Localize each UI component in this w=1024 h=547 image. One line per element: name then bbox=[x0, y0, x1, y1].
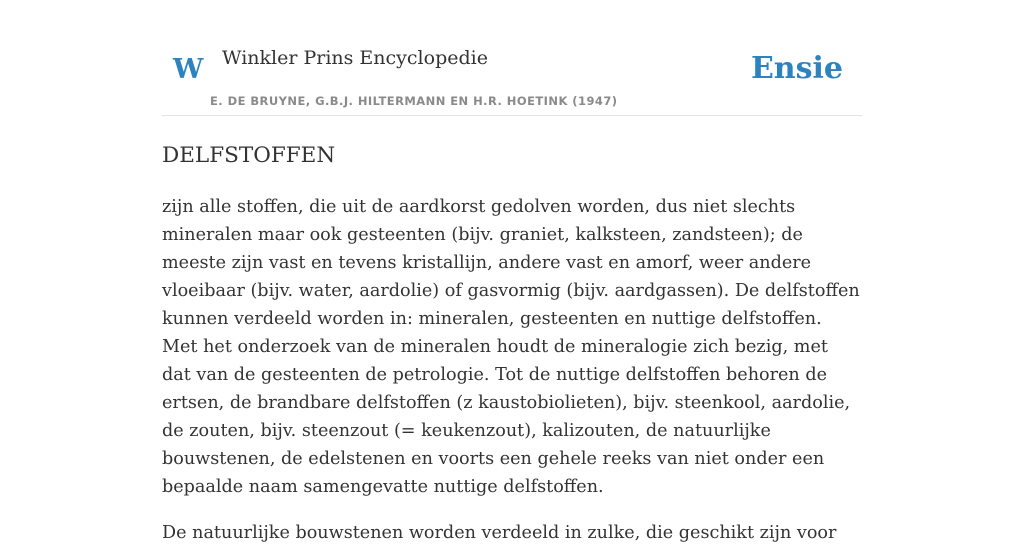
entry-paragraph-1: zijn alle stoffen, die uit de aardkorst gedolven worden, dus niet slechts mineralen maar ook gesteenten (bijv. graniet, kalksteen, zandsteen); de meeste zijn vast en tevens kristallijn, andere vast en amorf, weer andere vloeibaar (bijv. water, aardolie) of gasvormig (bijv. aardgassen). De delfstoffen kunnen verdeeld worden in: mineralen, gesteenten en nuttige delfstoffen. Met het onderzoek van de mineralen houdt de mineralogie zich bezig, met dat van de gesteenten de petrologie. Tot de nuttige delfstoffen behoren de ertsen, de brandbare delfstoffen (z kaustobiolieten), bijv. steenkool, aardolie, de zouten, bijv. steenzout (= keukenzout), kalizouten, de natuurlijke bouwstenen, de edelstenen en voorts een gehele reeks van niet onder een bepaalde naam samengevatte nuttige delfstoffen. bbox=[162, 197, 860, 497]
entry-title: DELFSTOFFEN bbox=[162, 143, 336, 168]
source-authors: E. DE BRUYNE, G.B.J. HILTERMANN EN H.R. HOETINK (1947) bbox=[210, 94, 618, 108]
encyclopedia-logo[interactable]: W bbox=[173, 54, 204, 85]
ensie-brand-link[interactable]: Ensie bbox=[750, 51, 843, 86]
source-title[interactable]: Winkler Prins Encyclopedie bbox=[222, 47, 488, 69]
site-header bbox=[162, 0, 862, 116]
page-container bbox=[162, 0, 862, 547]
entry-paragraph-2: De natuurlijke bouwstenen worden verdeeld in zulke, die geschikt zijn voor bbox=[162, 523, 837, 543]
